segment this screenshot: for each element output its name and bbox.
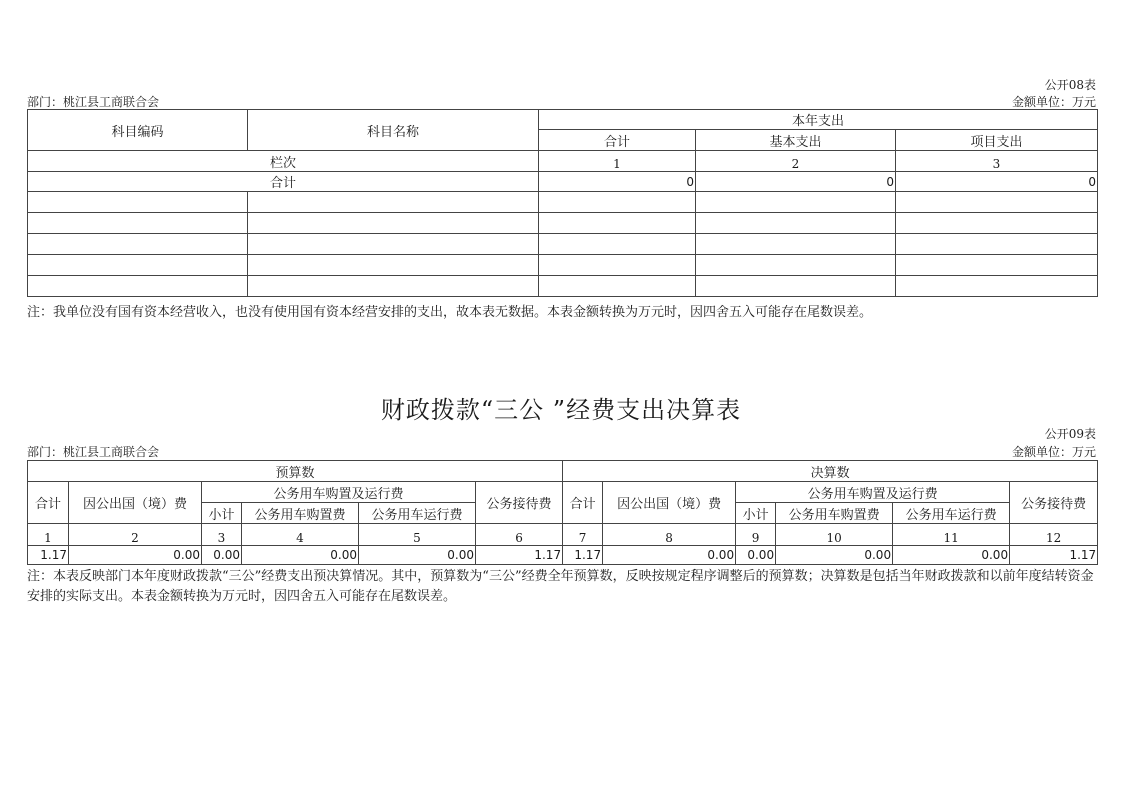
table1-department: 部门：桃江县工商联合会: [27, 95, 160, 109]
col-number: 2: [696, 151, 896, 172]
value-cell: 0.00: [359, 546, 476, 565]
header-subtotal: 小计: [202, 503, 242, 524]
table1: [27, 109, 1098, 297]
header-operation: 公务用车运行费: [893, 503, 1010, 524]
col-number: 5: [359, 524, 476, 546]
table2-note: 注：本表反映部门本年度财政拨款“三公”经费支出预决算情况。其中，预算数为“三公”经费全年预算数，反映按规定程序调整后的预算数；决算数是包括当年财政拨款和以前年度结转资金安排的实际支出。本表金额转换为万元时，因四舍五入可能存在尾数误差。: [27, 569, 1094, 604]
value-cell: 1.17: [563, 546, 603, 565]
value-cell: 0.00: [242, 546, 359, 565]
header-purchase: 公务用车购置费: [776, 503, 893, 524]
table-row: [28, 172, 1098, 192]
total-value: 0: [539, 172, 696, 192]
table-row: [28, 151, 1098, 172]
col-number: 7: [563, 524, 603, 546]
header-total: 合计: [563, 482, 603, 524]
table2: [27, 460, 1098, 565]
value-cell: 0.00: [69, 546, 202, 565]
table-row: [28, 276, 1098, 297]
col-number: 8: [603, 524, 736, 546]
value-cell: 0.00: [776, 546, 893, 565]
value-cell: 0.00: [736, 546, 776, 565]
header-total: 合计: [539, 130, 696, 151]
header-subject-name: 科目名称: [248, 110, 539, 151]
table1-unit: 金额单位：万元: [1011, 95, 1096, 109]
table1-code: 公开08表: [1044, 78, 1096, 92]
budget-header: 预算数: [28, 461, 563, 482]
table2-unit: 金额单位：万元: [1011, 445, 1096, 459]
final-header: 决算数: [563, 461, 1098, 482]
header-subject-code: 科目编码: [28, 110, 248, 151]
header-vehicle: 公务用车购置及运行费: [736, 482, 1010, 503]
total-value: 0: [696, 172, 896, 192]
header-purchase: 公务用车购置费: [242, 503, 359, 524]
value-cell: 1.17: [1010, 546, 1098, 565]
table-row: [28, 213, 1098, 234]
header-basic: 基本支出: [696, 130, 896, 151]
table-row: [28, 255, 1098, 276]
col-number: 9: [736, 524, 776, 546]
col-number: 3: [202, 524, 242, 546]
col-number: 12: [1010, 524, 1098, 546]
header-subtotal: 小计: [736, 503, 776, 524]
col-number: 2: [69, 524, 202, 546]
col-number: 1: [28, 524, 69, 546]
col-number: 1: [539, 151, 696, 172]
value-cell: 0.00: [893, 546, 1010, 565]
value-cell: 1.17: [476, 546, 563, 565]
table-row: [28, 524, 1098, 546]
table2-title: 财政拨款“三公 ”经费支出决算表: [380, 396, 742, 424]
header-total: 合计: [28, 482, 69, 524]
table-row: [28, 234, 1098, 255]
table2-department: 部门：桃江县工商联合会: [27, 445, 160, 459]
value-cell: 0.00: [603, 546, 736, 565]
header-project: 项目支出: [896, 130, 1098, 151]
col-number: 4: [242, 524, 359, 546]
header-reception: 公务接待费: [476, 482, 563, 524]
col-number: 3: [896, 151, 1098, 172]
table2-code: 公开09表: [1044, 427, 1096, 441]
header-reception: 公务接待费: [1010, 482, 1098, 524]
row-col-label: 栏次: [28, 151, 539, 172]
table1-note: 注：我单位没有国有资本经营收入，也没有使用国有资本经营安排的支出，故本表无数据。本表金额转换为万元时，因四舍五入可能存在尾数误差。: [27, 305, 873, 320]
header-year-expense: 本年支出: [539, 110, 1098, 130]
header-vehicle: 公务用车购置及运行费: [202, 482, 476, 503]
header-abroad: 因公出国（境）费: [603, 482, 736, 524]
value-cell: 1.17: [28, 546, 69, 565]
col-number: 11: [893, 524, 1010, 546]
col-number: 10: [776, 524, 893, 546]
table-row: [28, 546, 1098, 565]
header-operation: 公务用车运行费: [359, 503, 476, 524]
total-value: 0: [896, 172, 1098, 192]
total-label: 合计: [28, 172, 539, 192]
header-abroad: 因公出国（境）费: [69, 482, 202, 524]
value-cell: 0.00: [202, 546, 242, 565]
table-row: [28, 192, 1098, 213]
col-number: 6: [476, 524, 563, 546]
